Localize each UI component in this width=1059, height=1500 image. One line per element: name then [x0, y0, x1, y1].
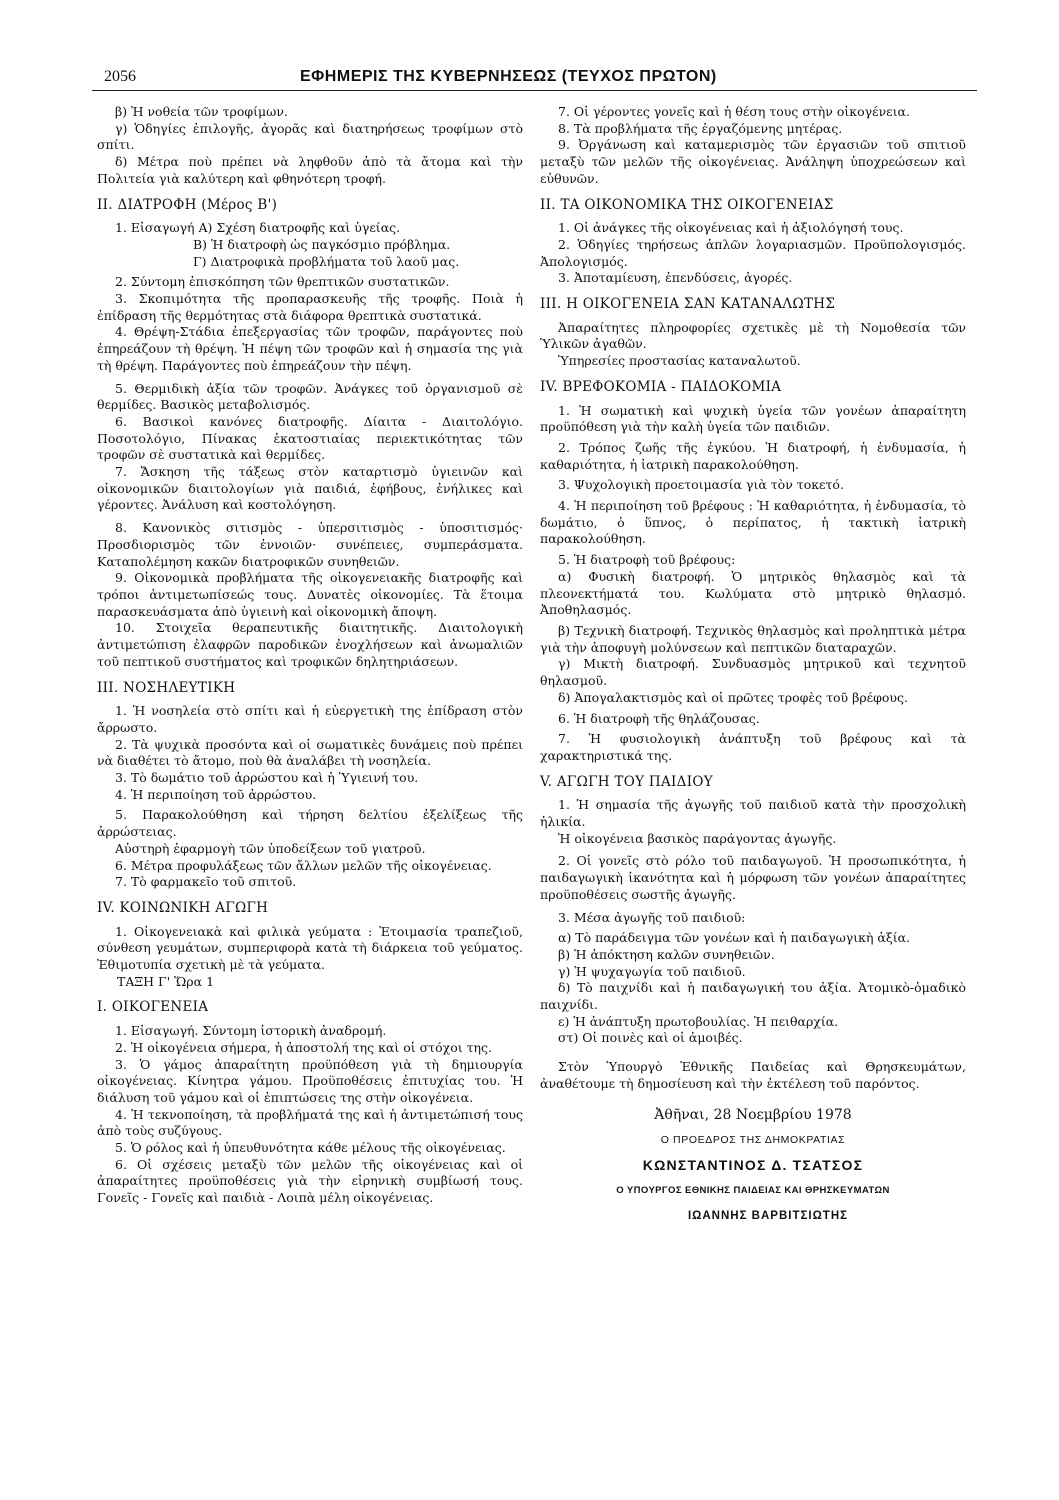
- list-item: 2. Οἱ γονεῖς στὸ ρόλο τοῦ παιδαγωγοῦ. Ἡ προσωπικότητα, ἡ παιδαγωγικὴ ἱκανότητα καὶ ἡ μόρφωση τῶν γονέων ἀπαραίτητες προϋποθέσεις σωστῆς ἀγωγῆς.: [540, 853, 966, 902]
- page-header: [0, 68, 1059, 96]
- list-item: γ) Ἡ ψυχαγωγία τοῦ παιδιοῦ.: [558, 963, 746, 979]
- section-heading: ΙΙΙ. ΝΟΣΗΛΕΥΤΙΚΗ: [97, 679, 236, 696]
- list-item: 8. Κανονικὸς σιτισμὸς - ὑπερσιτισμὸς - ὑποσιτισμός· Προσδιορισμὸς τῶν ἐννοιῶν· συνέπειες, συμπεράσματα. Καταπολέμηση κακῶν διατροφικῶν συνηθειῶν.: [97, 520, 523, 569]
- list-item: 5. Ἡ διατροφὴ τοῦ βρέφους:: [558, 552, 736, 568]
- list-item: 1. Εἰσαγωγή. Σύντομη ἱστορικὴ ἀναδρομή.: [115, 1023, 387, 1039]
- list-item: 1. Ἡ σημασία τῆς ἀγωγῆς τοῦ παιδιοῦ κατὰ τὴν προσχολικὴ ἡλικία.: [540, 797, 966, 830]
- section-heading: ΙV. ΒΡΕΦΟΚΟΜΙΑ - ΠΑΙΔΟΚΟΜΙΑ: [540, 378, 782, 395]
- list-item: 3. Ψυχολογικὴ προετοιμασία γιὰ τὸν τοκετό.: [558, 477, 844, 493]
- list-item: στ) Οἱ ποινὲς καὶ οἱ ἀμοιβές.: [558, 1030, 743, 1046]
- list-item: 3. Ἀποταμίευση, ἐπενδύσεις, ἀγορές.: [558, 270, 793, 286]
- list-item: Ἡ οἰκογένεια βασικὸς παράγοντας ἀγωγῆς.: [558, 830, 837, 846]
- list-item: Ἀπαραίτητες πληροφορίες σχετικὲς μὲ τὴ Νομοθεσία τῶν Ὑλικῶν ἀγαθῶν.: [540, 319, 966, 352]
- section-heading: V. ΑΓΩΓΗ ΤΟΥ ΠΑΙΔΙΟΥ: [540, 773, 713, 790]
- list-item: 8. Τὰ προβλήματα τῆς ἐργαζόμενης μητέρας.: [558, 120, 843, 136]
- list-item: 4. Θρέψη-Στάδια ἐπεξεργασίας τῶν τροφῶν, παράγοντες ποὺ ἐπηρεάζουν τὴ θρέψη. Ἡ πέψη τῶν τροφῶν καὶ ἡ σημασία της γιὰ τὴ θρέψη. Παράγοντες ποὺ ἐπηρεάζουν τὴν πέψη.: [97, 324, 523, 373]
- list-item: 7. Ἄσκηση τῆς τάξεως στὸν καταρτισμὸ ὑγιεινῶν καὶ οἰκονομικῶν διαιτολογίων γιὰ παιδιά, ἐφήβους, ἐνήλικες καὶ γέροντες. Ἀνάλυση καὶ κοστολόγηση.: [97, 464, 523, 513]
- section-heading: ΙV. ΚΟΙΝΩΝΙΚΗ ΑΓΩΓΗ: [97, 899, 269, 916]
- list-item: β) Τεχνικὴ διατροφή. Τεχνικὸς θηλασμὸς καὶ προληπτικὰ μέτρα γιὰ τὴν ἀποφυγὴ μολύνσεων καὶ πεπτικῶν διαταραχῶν.: [540, 622, 966, 655]
- list-item: 1. Ἡ νοσηλεία στὸ σπίτι καὶ ἡ εὐεργετικὴ της ἐπίδραση στὸν ἄρρωστο.: [97, 703, 523, 735]
- list-item: 6. Βασικοὶ κανόνες διατροφῆς. Δίαιτα - Διαιτολόγιο. Ποσοτολόγιο, Πίνακας ἑκατοστιαίας περιεκτικότητας τῶν τροφῶν σὲ συστατικὰ καὶ θερμίδες.: [97, 413, 523, 463]
- list-item: 3. Σκοπιμότητα τῆς προπαρασκευῆς τῆς τροφῆς. Ποιὰ ἡ ἐπίδραση τῆς θερμότητας στὰ διάφορα θρεπτικὰ συστατικά.: [97, 291, 523, 323]
- list-item: 5. Θερμιδικὴ ἀξία τῶν τροφῶν. Ἀνάγκες τοῦ ὀργανισμοῦ σὲ θερμίδες. Βασικὸς μεταβολισμός.: [97, 380, 523, 413]
- list-item: 3. Τὸ δωμάτιο τοῦ ἀρρώστου καὶ ἡ Ὑγιεινή του.: [115, 770, 419, 786]
- list-item: 2. Σύντομη ἐπισκόπηση τῶν θρεπτικῶν συστατικῶν.: [115, 274, 450, 290]
- section-heading: Ι. ΟΙΚΟΓΕΝΕΙΑ: [97, 999, 209, 1016]
- left-column: [97, 104, 523, 1207]
- page-number: 2056: [104, 68, 136, 85]
- list-item: γ) Ὁδηγίες ἐπιλογῆς, ἀγορᾶς καὶ διατηρήσεως τροφίμων στὸ σπίτι.: [97, 120, 523, 153]
- list-item: 1. Εἰσαγωγή Α) Σχέση διατροφῆς καὶ ὑγείας.: [115, 220, 401, 236]
- list-item: 5. Παρακολούθηση καὶ τήρηση δελτίου ἐξελίξεως τῆς ἀρρώστειας.: [97, 807, 523, 840]
- list-item: δ) Ἀπογαλακτισμὸς καὶ οἱ πρῶτες τροφὲς τοῦ βρέφους.: [558, 689, 908, 705]
- list-item: 2. Τρόπος ζωῆς τῆς ἐγκύου. Ἡ διατροφή, ἡ ἐνδυμασία, ἡ καθαριότητα, ἡ ἰατρικὴ παρακολούθηση.: [540, 439, 966, 472]
- header-rule: [92, 90, 977, 91]
- list-item: 4. Ἡ τεκνοποίηση, τὰ προβλήματά της καὶ ἡ ἀντιμετώπισή τους ἀπὸ τοὺς συζύγους.: [97, 1106, 523, 1139]
- list-item: 2. Τὰ ψυχικὰ προσόντα καὶ οἱ σωματικὲς δυνάμεις ποὺ πρέπει νὰ διαθέτει τὸ ἄτομο, ποὺ θὰ ἀναλάβει τὴ νοσηλεία.: [97, 736, 523, 769]
- list-item: Β) Ἡ διατροφὴ ὡς παγκόσμιο πρόβλημα.: [193, 236, 451, 252]
- list-item: 4. Ἡ περιποίηση τοῦ ἀρρώστου.: [115, 786, 317, 802]
- list-item: 7. Τὸ φαρμακεῖο τοῦ σπιτοῦ.: [115, 874, 297, 890]
- running-title: ΕΦΗΜΕΡΙΣ ΤΗΣ ΚΥΒΕΡΝΗΣΕΩΣ (ΤΕΥΧΟΣ ΠΡΩΤΟΝ): [300, 68, 717, 85]
- class-hour-heading: ΤΑΞΗ Γ' Ὥρα 1: [117, 973, 215, 989]
- list-item: Ὑπηρεσίες προστασίας καταναλωτοῦ.: [558, 353, 801, 369]
- minister-title: Ο ΥΠΟΥΡΓΟΣ ΕΘΝΙΚΗΣ ΠΑΙΔΕΙΑΣ ΚΑΙ ΘΡΗΣΚΕΥΜΑΤΩΝ: [616, 1184, 890, 1196]
- list-item: β) Ἡ ἀπόκτηση καλῶν συνηθειῶν.: [558, 946, 775, 962]
- list-item: δ) Τὸ παιχνίδι καὶ ἡ παιδαγωγική του ἀξία. Ἀτομικὸ-ὁμαδικὸ παιχνίδι.: [540, 980, 966, 1013]
- list-item: 10. Στοιχεῖα θεραπευτικῆς διαιτητικῆς. Διαιτολογικὴ ἀντιμετώπιση ἐλαφρῶν παροδικῶν ἐνοχλήσεων καὶ ἀνωμαλιῶν τοῦ πεπτικοῦ συστήματος καὶ τροφικῶν δηλητηριάσεων.: [97, 620, 523, 669]
- list-item: 9. Ὀργάνωση καὶ καταμερισμὸς τῶν ἐργασιῶν τοῦ σπιτιοῦ μεταξὺ τῶν μελῶν τῆς οἰκογένειας. Ἀνάληψη ὑποχρεώσεων καὶ εὐθυνῶν.: [540, 137, 966, 186]
- list-item: 1. Οἱ ἀνάγκες τῆς οἰκογένειας καὶ ἡ ἀξιολόγησή τους.: [558, 220, 904, 236]
- list-item: Γ) Διατροφικὰ προβλήματα τοῦ λαοῦ μας.: [193, 253, 460, 269]
- list-item: β) Ἡ νοθεία τῶν τροφίμων.: [115, 104, 288, 119]
- list-item: 3. Μέσα ἀγωγῆς τοῦ παιδιοῦ:: [558, 909, 746, 925]
- section-heading: ΙΙ. ΤΑ ΟΙΚΟΝΟΜΙΚΑ ΤΗΣ ΟΙΚΟΓΕΝΕΙΑΣ: [540, 196, 834, 213]
- list-item: Αὐστηρὴ ἐφαρμογὴ τῶν ὑποδείξεων τοῦ γιατροῦ.: [115, 840, 426, 856]
- list-item: δ) Μέτρα ποὺ πρέπει νὰ ληφθοῦν ἀπὸ τὰ ἄτομα καὶ τὴν Πολιτεία γιὰ καλύτερη καὶ φθηνότερη τροφή.: [97, 154, 523, 186]
- list-item: 2. Ὁδηγίες τηρήσεως ἁπλῶν λογαριασμῶν. Προϋπολογισμός. Ἀπολογισμός.: [540, 236, 966, 269]
- list-item: 6. Ἡ διατροφὴ τῆς θηλάζουσας.: [558, 710, 760, 726]
- list-item: γ) Μικτὴ διατροφή. Συνδυασμὸς μητρικοῦ καὶ τεχνητοῦ θηλασμοῦ.: [540, 656, 966, 689]
- list-item: 6. Μέτρα προφυλάξεως τῶν ἄλλων μελῶν τῆς οἰκογένειας.: [115, 857, 492, 873]
- list-item: 3. Ὁ γάμος ἀπαραίτητη προϋπόθεση γιὰ τὴ δημιουργία οἰκογένειας. Κίνητρα γάμου. Προϋποθέσεις ἐπιτυχίας του. Ἡ διάλυση τοῦ γάμου καὶ οἱ ἐπιπτώσεις της στὴν οἰκογένεια.: [97, 1056, 523, 1105]
- section-heading: ΙΙΙ. Η ΟΙΚΟΓΕΝΕΙΑ ΣΑΝ ΚΑΤΑΝΑΛΩΤΗΣ: [540, 296, 836, 313]
- list-item: 5. Ὁ ρόλος καὶ ἡ ὑπευθυνότητα κάθε μέλους τῆς οἰκογένειας.: [115, 1140, 506, 1156]
- closing-statement: Στὸν Ὑπουργὸ Ἐθνικῆς Παιδείας καὶ Θρησκευμάτων, ἀναθέτουμε τὴ δημοσίευση καὶ τὴν ἐκτέλεση τοῦ παρόντος.: [540, 1059, 966, 1091]
- list-item: 7. Ἡ φυσιολογικὴ ἀνάπτυξη τοῦ βρέφους καὶ τὰ χαρακτηριστικά της.: [540, 731, 966, 763]
- list-item: 4. Ἡ περιποίηση τοῦ βρέφους : Ἡ καθαριότητα, ἡ ἐνδυμασία, τὸ δωμάτιο, ὁ ὕπνος, ὁ περίπατος, ἡ τακτικὴ ἰατρικὴ παρακολούθηση.: [540, 498, 966, 547]
- minister-name: ΙΩΑΝΝΗΣ ΒΑΡΒΙΤΣΙΩΤΗΣ: [687, 1210, 849, 1223]
- list-item: 7. Οἱ γέροντες γονεῖς καὶ ἡ θέση τους στὴν οἰκογένεια.: [558, 104, 910, 119]
- list-item: 1. Ἡ σωματικὴ καὶ ψυχικὴ ὑγεία τῶν γονέων ἀπαραίτητη προϋπόθεση γιὰ τὴν καλὴ ὑγεία τῶν παιδιῶν.: [540, 402, 966, 435]
- signature-date: Ἀθῆναι, 28 Νοεμβρίου 1978: [654, 1106, 852, 1123]
- list-item: 9. Οἰκονομικὰ προβλήματα τῆς οἰκογενειακῆς διατροφῆς καὶ τρόποι ἀντιμετωπίσεώς τους. Δυνατὲς οἰκονομίες. Τὰ ἕτοιμα παρασκευάσματα ἀπὸ ὑγιεινὴ καὶ οἰκονομικὴ ἄποψη.: [97, 570, 523, 619]
- list-item: 6. Οἱ σχέσεις μεταξὺ τῶν μελῶν τῆς οἰκογένειας καὶ οἱ ἀπαραίτητες προϋποθέσεις γιὰ τὴν εἰρηνικὴ συμβίωσή τους. Γονεῖς - Γονεῖς καὶ παιδιὰ - Λοιπὰ μέλη οἰκογένειας.: [97, 1156, 523, 1206]
- list-item: 2. Ἡ οἰκογένεια σήμερα, ἡ ἀποστολή της καὶ οἱ στόχοι της.: [115, 1039, 492, 1055]
- list-item: ε) Ἡ ἀνάπτυξη πρωτοβουλίας. Ἡ πειθαρχία.: [558, 1013, 839, 1029]
- right-column: [540, 104, 966, 1225]
- list-item: 1. Οἰκογενειακὰ καὶ φιλικὰ γεύματα : Ἑτοιμασία τραπεζιοῦ, σύνθεση γευμάτων, συμπεριφορὰ κατὰ τὴ διάρκεια τοῦ γεύματος. Ἐθιμοτυπία σχετικὴ μὲ τὰ γεύματα.: [97, 923, 523, 973]
- section-heading: ΙΙ. ΔΙΑΤΡΟΦΗ (Μέρος Β'): [97, 196, 278, 213]
- list-item: α) Φυσικὴ διατροφή. Ὁ μητρικὸς θηλασμὸς καὶ τὰ πλεονεκτήματά του. Κωλύματα στὸ μητρικὸ θηλασμό. Ἀποθηλασμός.: [540, 568, 966, 618]
- president-title: Ο ΠΡΟΕΔΡΟΣ ΤΗΣ ΔΗΜΟΚΡΑΤΙΑΣ: [660, 1134, 846, 1147]
- president-name: ΚΩΝΣΤΑΝΤΙΝΟΣ Δ. ΤΣΑΤΣΟΣ: [642, 1156, 864, 1173]
- list-item: α) Τὸ παράδειγμα τῶν γονέων καὶ ἡ παιδαγωγικὴ ἀξία.: [558, 930, 911, 946]
